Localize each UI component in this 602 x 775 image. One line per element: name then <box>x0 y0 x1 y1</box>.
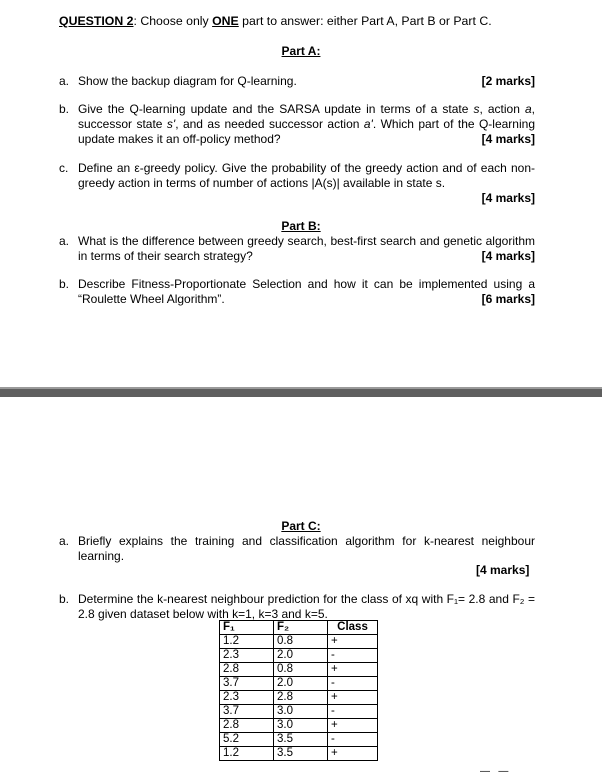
marks: [4 marks] <box>481 191 535 205</box>
cell-f2: 3.5 <box>274 733 328 747</box>
marks: [4 marks] <box>481 132 535 146</box>
cell-f1: 2.3 <box>220 691 274 705</box>
cell-class: - <box>328 733 378 747</box>
cell-class: + <box>328 663 378 677</box>
header-pre: : Choose only <box>133 14 213 28</box>
marks: [4 marks] <box>476 563 530 577</box>
cell-class: - <box>328 705 378 719</box>
question-letter: a. <box>59 74 70 88</box>
cell-f1: 2.8 <box>220 719 274 733</box>
cell-f2: 3.0 <box>274 719 328 733</box>
cell-f2: 2.0 <box>274 677 328 691</box>
question-text: . Which part of the Q-learning update makes it an off-policy method? <box>78 117 535 146</box>
question-letter: b. <box>59 102 70 116</box>
table-row <box>220 733 378 747</box>
part-a-question-b <box>59 102 535 147</box>
cell-f1: 1.2 <box>220 635 274 649</box>
cell-f2: 0.8 <box>274 635 328 649</box>
page-number-fragment: — — <box>480 768 509 775</box>
question-text: , action <box>479 102 525 116</box>
question-text: , and as needed successor action <box>175 117 364 131</box>
question-text: Determine the k-nearest neighbour prediction for the class of xq with F₁= 2.8 and F₂ = 2.8 given dataset below with k=1, k=3 and k=5. <box>78 592 535 621</box>
question-letter: a. <box>59 234 70 248</box>
question-label: QUESTION 2 <box>59 14 134 28</box>
table-row <box>220 649 378 663</box>
part-a-title: Part A: <box>281 44 321 58</box>
column-header-f2: F₂ <box>274 621 328 635</box>
cell-class: - <box>328 649 378 663</box>
question-text: Briefly explains the training and classification algorithm for k-nearest neighbour learning. <box>78 534 535 563</box>
header-post: part to answer: either Part A, Part B or Part C. <box>238 14 492 28</box>
cell-f1: 3.7 <box>220 705 274 719</box>
question-text: What is the difference between greedy search, best-first search and genetic algorithm in terms of their search strategy? <box>78 234 535 263</box>
part-b-question-a <box>59 234 535 264</box>
question-header <box>59 14 492 28</box>
part-c-question-b <box>59 592 535 622</box>
cell-f1: 2.3 <box>220 649 274 663</box>
marks: [6 marks] <box>481 292 535 306</box>
page-separator <box>0 387 602 397</box>
table-row <box>220 635 378 649</box>
cell-f2: 0.8 <box>274 663 328 677</box>
part-b-title: Part B: <box>281 219 321 233</box>
table-row <box>220 747 378 761</box>
table-row <box>220 705 378 719</box>
column-header-class: Class <box>328 621 378 635</box>
cell-f1: 2.8 <box>220 663 274 677</box>
cell-f1: 3.7 <box>220 677 274 691</box>
header-one: ONE <box>212 14 239 28</box>
cell-class: + <box>328 635 378 649</box>
var-a: a <box>524 102 532 116</box>
part-c-question-a <box>59 534 535 564</box>
table-row <box>220 691 378 705</box>
question-text: Define an ε-greedy policy. Give the probability of the greedy action and of each non-greedy action in terms of number of actions |A(s)| available in state s. <box>78 161 535 190</box>
table-row <box>220 677 378 691</box>
cell-f2: 3.0 <box>274 705 328 719</box>
cell-class: + <box>328 747 378 761</box>
cell-class: + <box>328 691 378 705</box>
var-a-prime: a' <box>363 117 373 131</box>
question-text: Show the backup diagram for Q-learning. <box>78 74 297 88</box>
marks: [4 marks] <box>481 249 535 263</box>
cell-f1: 1.2 <box>220 747 274 761</box>
var-s: s <box>473 102 480 116</box>
question-letter: a. <box>59 534 70 548</box>
question-text: Give the Q-learning update and the SARSA update in terms of a state <box>78 102 474 116</box>
question-letter: b. <box>59 592 70 606</box>
question-letter: c. <box>59 161 69 175</box>
part-c-title: Part C: <box>281 519 321 533</box>
cell-f2: 3.5 <box>274 747 328 761</box>
marks: [2 marks] <box>481 74 535 88</box>
table-row <box>220 663 378 677</box>
cell-f1: 5.2 <box>220 733 274 747</box>
cell-class: - <box>328 677 378 691</box>
question-letter: b. <box>59 277 70 291</box>
table-header-row <box>220 621 378 635</box>
part-a-question-c <box>59 161 535 206</box>
dataset-table <box>219 620 378 761</box>
table-row <box>220 719 378 733</box>
part-a-question-a <box>59 74 535 89</box>
question-text: Describe Fitness-Proportionate Selection and how it can be implemented using a “Roulette Wheel Algorithm”. <box>78 277 535 306</box>
var-s-prime: s' <box>166 117 176 131</box>
question-text: , successor state <box>78 102 535 131</box>
cell-class: + <box>328 719 378 733</box>
cell-f2: 2.0 <box>274 649 328 663</box>
part-b-question-b <box>59 277 535 307</box>
cell-f2: 2.8 <box>274 691 328 705</box>
column-header-f1: F₁ <box>220 621 274 635</box>
